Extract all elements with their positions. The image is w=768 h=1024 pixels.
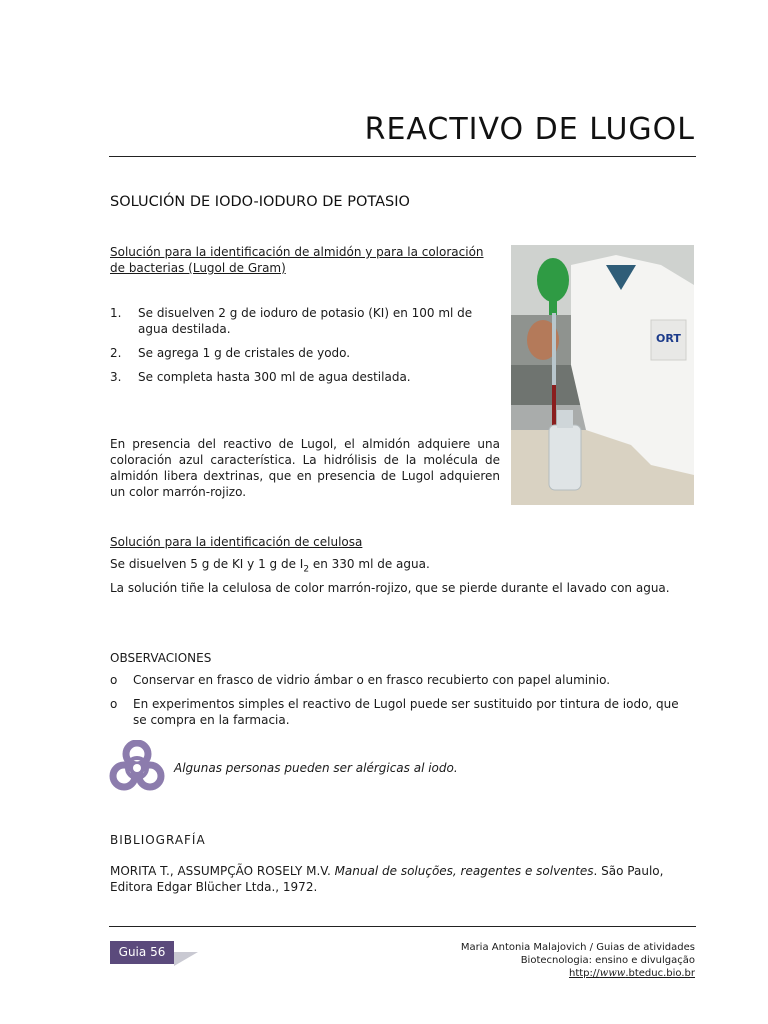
section-heading-line: Solución para la identificación de almidón y para la coloración xyxy=(110,245,484,259)
step-text: Se disuelven 2 g de ioduro de potasio (KI) en 100 ml de agua destilada. xyxy=(138,306,473,336)
footer-author: Maria Antonia Malajovich / Guias de atividades xyxy=(460,942,695,953)
footer-credits xyxy=(461,941,695,980)
lab-photo xyxy=(511,245,694,505)
reference-line: Editora Edgar Blücher Ltda., 1972. xyxy=(110,880,318,894)
cellulose-note: La solución tiñe la celulosa de color marrón-rojizo, que se pierde durante el lavado con agua. xyxy=(110,581,670,595)
recipe-text: Se disuelven 5 g de KI y 1 g de I xyxy=(110,557,304,571)
bullet: o xyxy=(110,697,118,711)
recipe-text: en 330 ml de agua. xyxy=(309,557,430,571)
list-item xyxy=(110,672,690,688)
step-number: 1. xyxy=(110,306,122,320)
step-number: 3. xyxy=(110,370,122,384)
bullet: o xyxy=(110,673,118,687)
list-item xyxy=(110,345,490,361)
allergy-warning: Algunas personas pueden ser alérgicas al iodo. xyxy=(174,761,458,775)
reference-authors: MORITA T., ASSUMPÇÃO ROSELY M.V. xyxy=(110,864,335,878)
bibliografia-heading: BIBLIOGRAFÍA xyxy=(110,833,206,847)
observation-text: Conservar en frasco de vidrio ámbar o en frasco recubierto con papel aluminio. xyxy=(133,673,611,687)
list-item xyxy=(110,696,690,728)
reference-text: . São Paulo, xyxy=(593,864,664,878)
reference-title: Manual de soluções, reagentes e solventes xyxy=(334,864,594,878)
reference-line xyxy=(110,863,700,879)
page-title: REACTIVO DE LUGOL xyxy=(364,112,695,147)
guide-badge-tab xyxy=(174,952,198,966)
observaciones-heading: OBSERVACIONES xyxy=(110,651,212,665)
section-heading-line: de bacterias (Lugol de Gram) xyxy=(110,261,286,275)
preparation-steps xyxy=(110,305,490,393)
section-heading-cellulose: Solución para la identificación de celulosa xyxy=(110,535,363,549)
footer-url-link[interactable] xyxy=(461,967,695,980)
footer-divider xyxy=(109,926,696,927)
starch-paragraph: En presencia del reactivo de Lugol, el almidón adquiere una coloración azul característica. La hidrólisis de la molécula de almidón libera dextrinas, que en presencia de Lugol adquieren un color marrón-rojizo. xyxy=(110,437,500,499)
observation-text: En experimentos simples el reactivo de Lugol puede ser sustituido por tintura de iodo, que se compra en la farmacia. xyxy=(133,697,679,727)
url-prefix: http:// xyxy=(569,968,600,979)
lab-photo-illustration xyxy=(511,245,694,505)
step-number: 2. xyxy=(110,346,122,360)
coat-label: ORT xyxy=(656,332,681,345)
step-text: Se agrega 1 g de cristales de yodo. xyxy=(138,346,351,360)
url-rest: .bteduc.bio.br xyxy=(625,968,695,979)
url-www: www xyxy=(599,968,626,979)
recipe-subscript: 2 xyxy=(303,564,310,575)
section-heading-starch xyxy=(110,244,500,276)
document-subtitle: SOLUCIÓN DE IODO-IODURO DE POTASIO xyxy=(110,194,410,210)
footer-subtitle: Biotecnologia: ensino e divulgação xyxy=(520,955,695,966)
step-text: Se completa hasta 300 ml de agua destilada. xyxy=(138,370,411,384)
list-item xyxy=(110,369,490,385)
list-item xyxy=(110,305,490,337)
cellulose-recipe xyxy=(110,556,700,577)
biohazard-icon xyxy=(109,740,165,794)
observaciones-list xyxy=(110,672,690,736)
title-divider xyxy=(109,156,696,157)
guide-badge: Guia 56 xyxy=(110,941,174,964)
bibliography-entry xyxy=(110,863,700,895)
